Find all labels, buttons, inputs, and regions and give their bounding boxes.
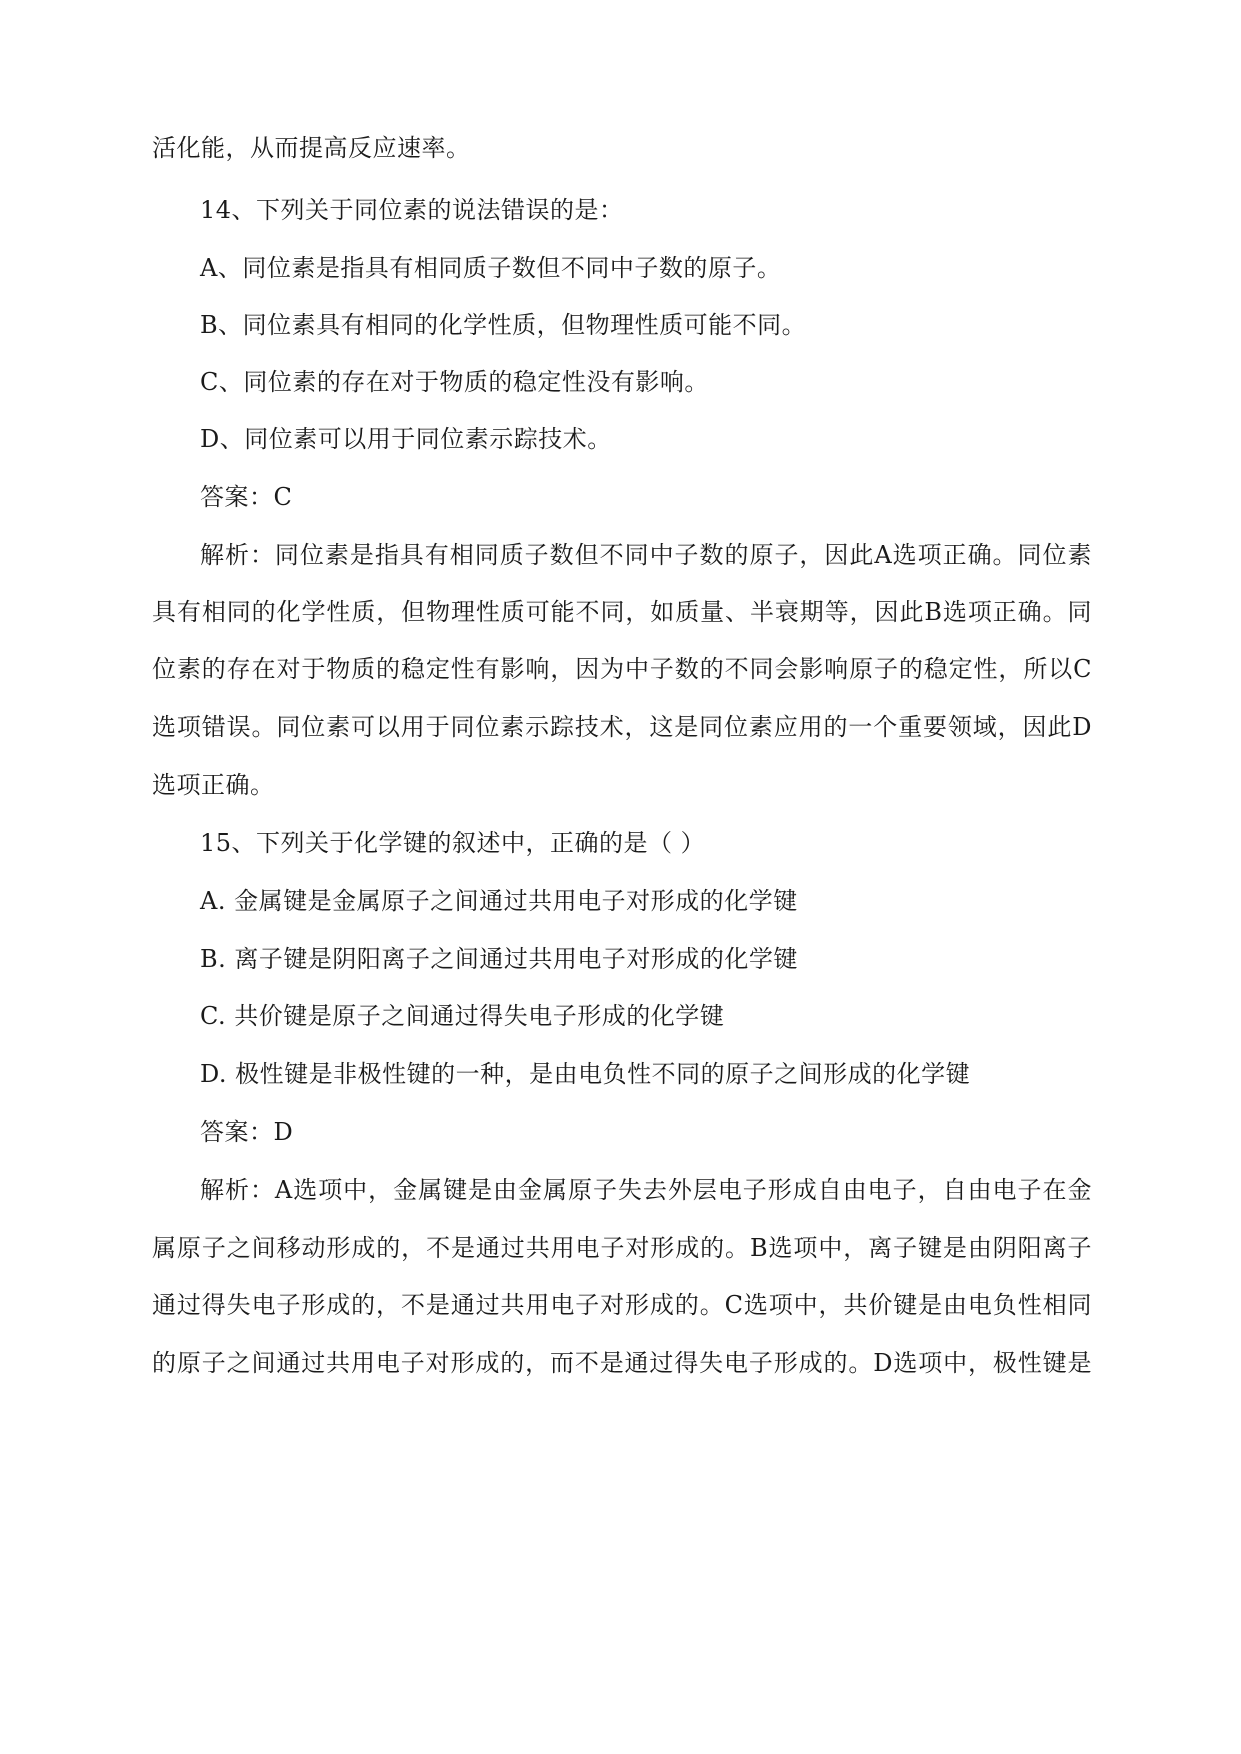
question-14-explanation-line-2: 具有相同的化学性质，但物理性质可能不同，如质量、半衰期等，因此B选项正确。同 xyxy=(152,598,1092,626)
question-15-explanation-line-2: 属原子之间移动形成的，不是通过共用电子对形成的。B选项中，离子键是由阴阳离子 xyxy=(152,1234,1092,1262)
question-15-option-b: B. 离子键是阴阳离子之间通过共用电子对形成的化学键 xyxy=(200,945,798,973)
question-14-explanation-line-3: 位素的存在对于物质的稳定性有影响，因为中子数的不同会影响原子的稳定性，所以C xyxy=(152,655,1092,683)
question-15: 15、下列关于化学键的叙述中，正确的是（ ） xyxy=(200,829,706,857)
question-14-option-d: D、同位素可以用于同位素示踪技术。 xyxy=(200,425,612,453)
question-15-option-a: A. 金属键是金属原子之间通过共用电子对形成的化学键 xyxy=(200,887,798,915)
question-15-option-d: D. 极性键是非极性键的一种，是由电负性不同的原子之间形成的化学键 xyxy=(200,1060,971,1088)
question-14-explanation-line-5: 选项正确。 xyxy=(152,771,275,799)
question-14-explanation-line-1: 解析：同位素是指具有相同质子数但不同中子数的原子，因此A选项正确。同位素 xyxy=(200,541,1092,569)
question-14-option-c: C、同位素的存在对于物质的稳定性没有影响。 xyxy=(200,368,709,396)
question-15-explanation-line-3: 通过得失电子形成的，不是通过共用电子对形成的。C选项中，共价键是由电负性相同 xyxy=(152,1291,1092,1319)
question-15-option-c: C. 共价键是原子之间通过得失电子形成的化学键 xyxy=(200,1002,725,1030)
question-14-option-a: A、同位素是指具有相同质子数但不同中子数的原子。 xyxy=(200,254,782,282)
question-14-answer: 答案：C xyxy=(200,483,293,511)
question-15-explanation-line-4: 的原子之间通过共用电子对形成的，而不是通过得失电子形成的。D选项中，极性键是 xyxy=(152,1349,1092,1377)
continuation-text: 活化能，从而提高反应速率。 xyxy=(152,134,471,162)
question-15-explanation-line-1: 解析：A选项中，金属键是由金属原子失去外层电子形成自由电子，自由电子在金 xyxy=(200,1176,1092,1204)
question-15-answer: 答案：D xyxy=(200,1118,294,1146)
question-14: 14、下列关于同位素的说法错误的是： xyxy=(200,196,624,224)
question-14-option-b: B、同位素具有相同的化学性质，但物理性质可能不同。 xyxy=(200,311,807,339)
question-14-explanation-line-4: 选项错误。同位素可以用于同位素示踪技术，这是同位素应用的一个重要领域，因此D xyxy=(152,713,1092,741)
